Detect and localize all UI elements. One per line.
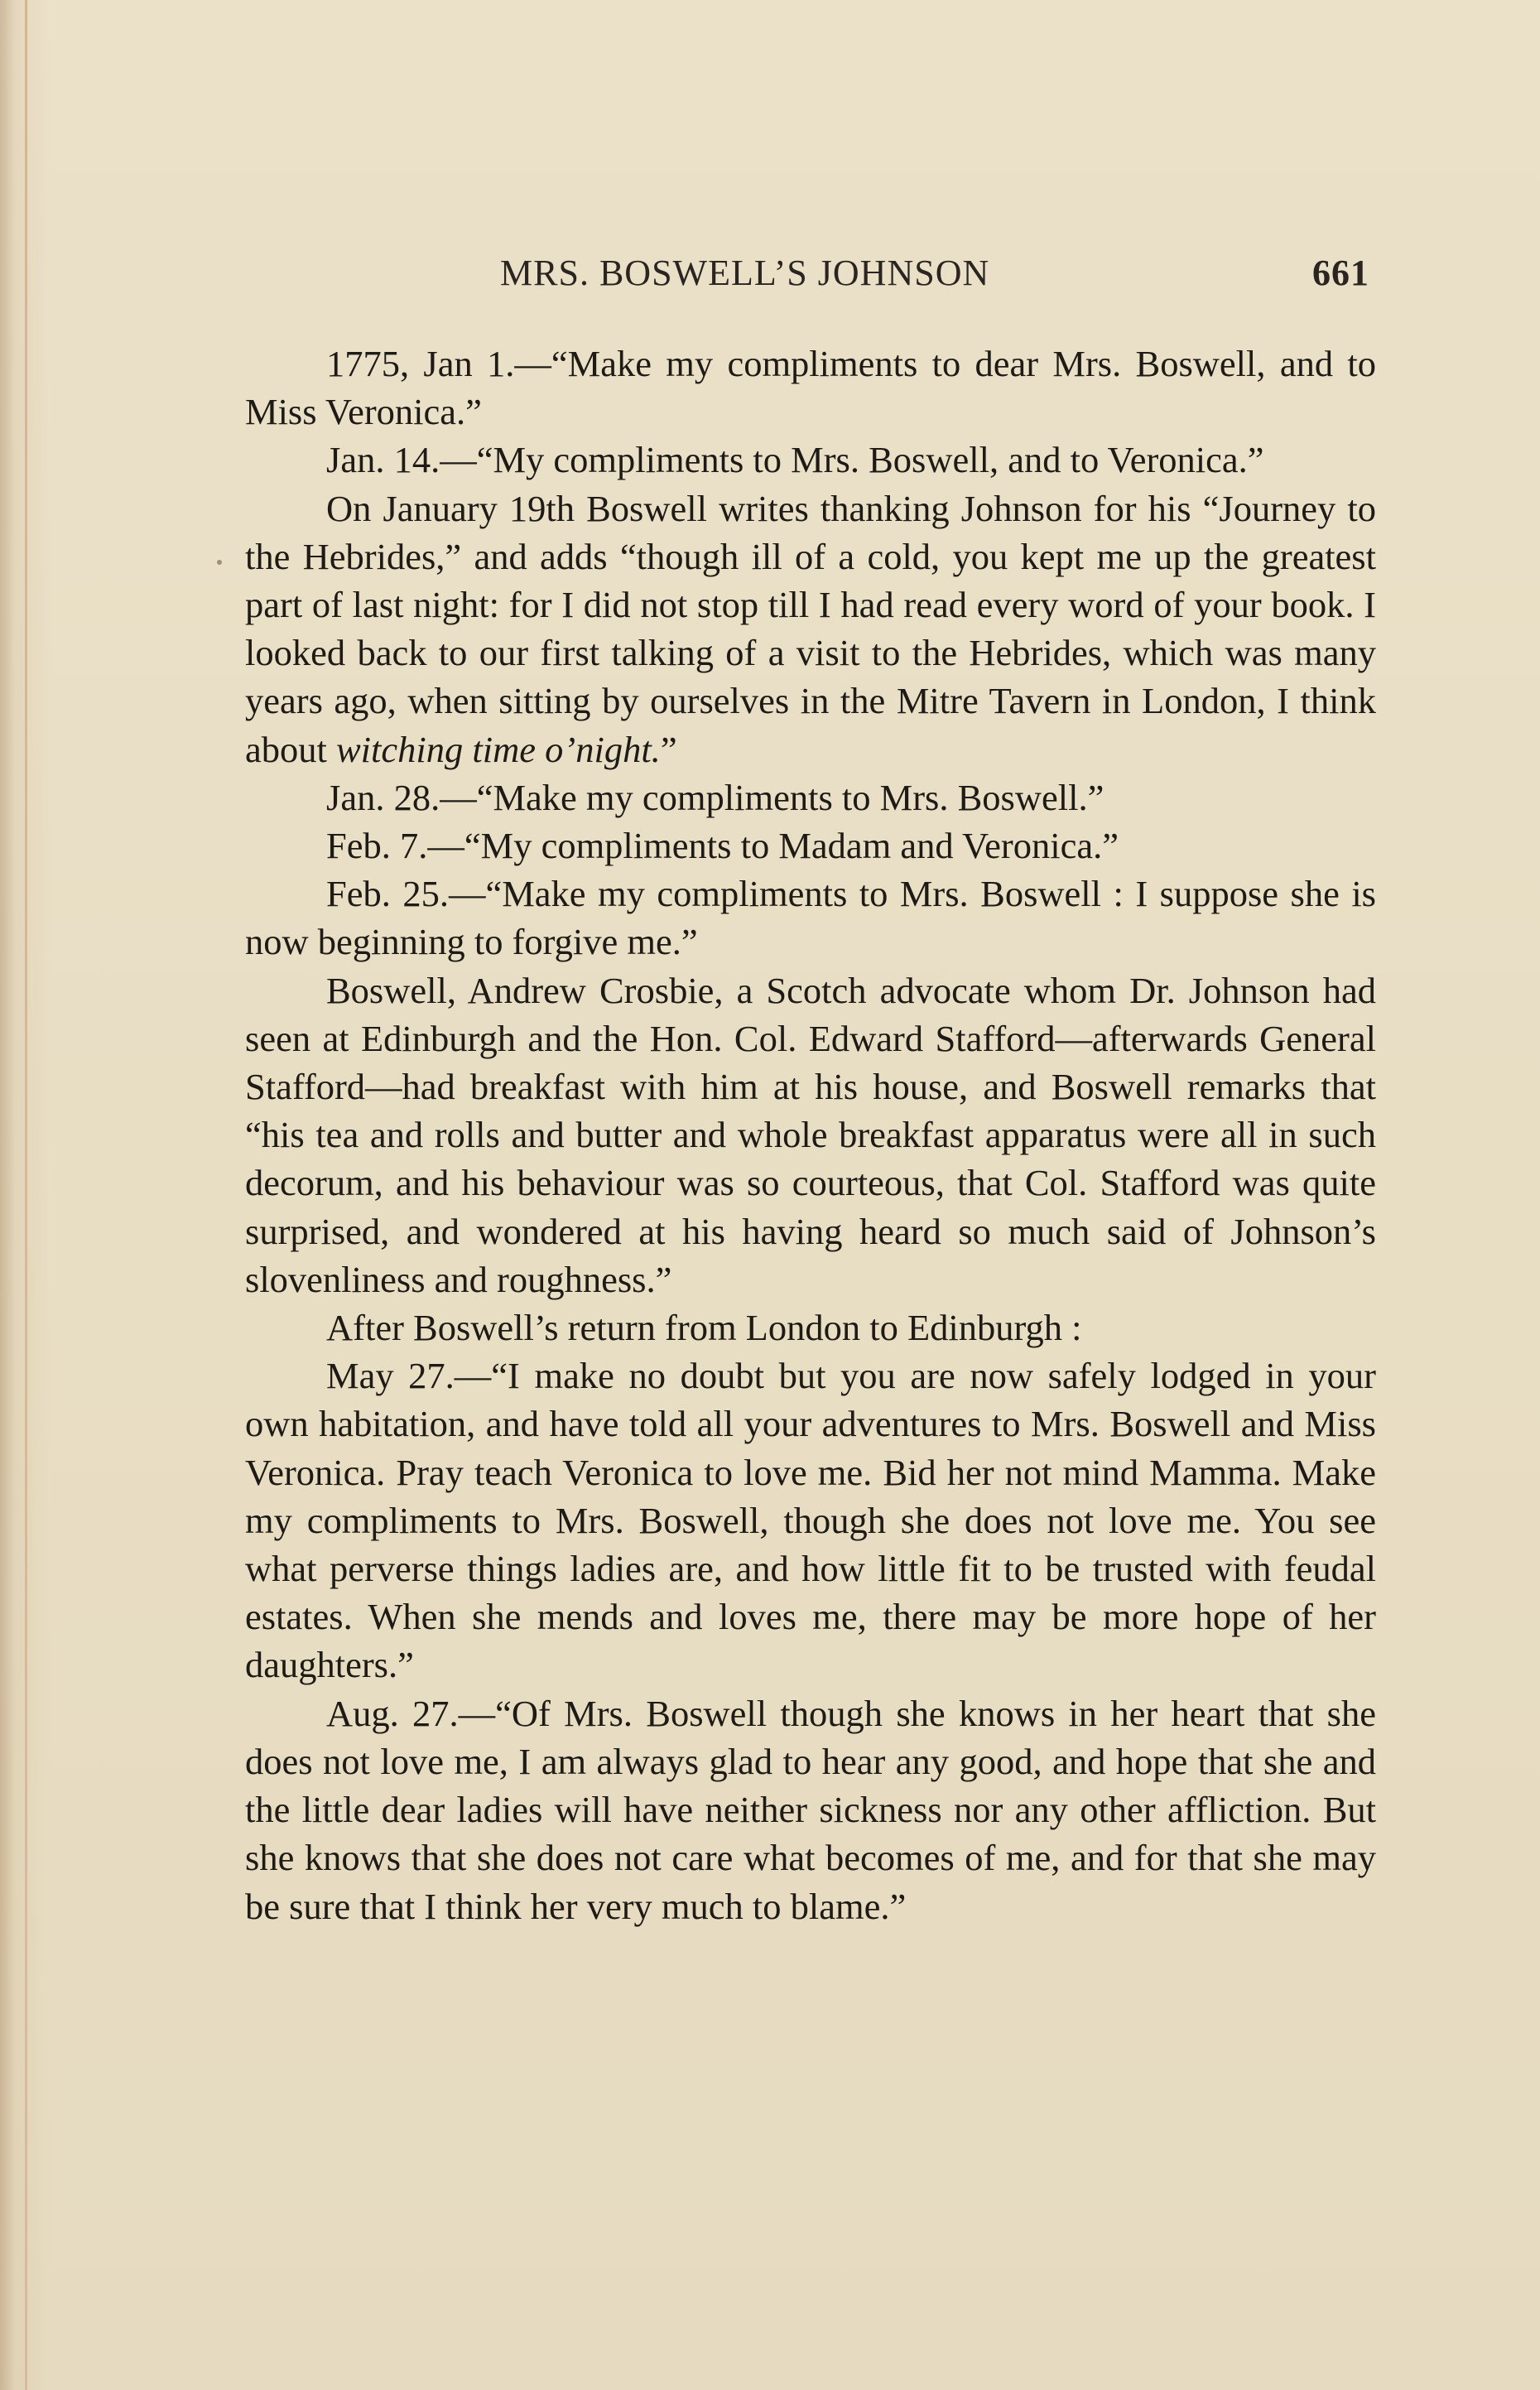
ink-speck — [217, 560, 222, 565]
running-title: MRS. BOSWELL’S JOHNSON — [500, 253, 990, 293]
body-text — [245, 340, 1376, 1930]
paragraph-jan-1: 1775, Jan 1.—“Make my compliments to dear Mrs. Boswell, and to Miss Veronica.” — [245, 343, 1376, 433]
paragraph-feb-25: Feb. 25.—“Make my compliments to Mrs. Boswell : I suppose she is now beginning to forgive me.” — [245, 873, 1376, 963]
paragraph-jan-19 — [245, 484, 1376, 773]
page-gutter — [25, 0, 27, 2390]
paragraph-feb-7: Feb. 7.—“My compliments to Madam and Veronica.” — [326, 825, 1119, 867]
closing-quote: ” — [660, 728, 677, 770]
paragraph-jan-28: Jan. 28.—“Make my compliments to Mrs. Boswell.” — [326, 776, 1104, 818]
paragraph-jan-14: Jan. 14.—“My compliments to Mrs. Boswell, and to Veronica.” — [326, 439, 1264, 481]
paragraph-may-27: May 27.—“I make no doubt but you are now safely lodged in your own habitation, and have told all your adventures to Mrs. Boswell and Miss Veronica. Pray teach Veronica to love me. Bid her not mind Mamma. Make my compliments to Mrs. Boswell, though she does not love me. You see what perverse things ladies are, and how little fit to be trusted with feudal estates. When she mends and loves me, there may be more hope of her daughters.” — [245, 1355, 1376, 1686]
italic-phrase: witching time o’night. — [336, 728, 661, 770]
paragraph-jan-19-text: On January 19th Boswell writes thanking Johnson for his “Journey to the Hebrides,” and adds “though ill of a cold, you kept me up the greatest part of last night: for I did not stop till I had read every word of your book. I looked back to our first talking of a visit to the Hebrides, which was many years ago, when sitting by ourselves in the Mitre Tavern in London, I think about — [245, 487, 1376, 770]
paragraph-return: After Boswell’s return from London to Edinburgh : — [326, 1307, 1082, 1349]
page-number: 661 — [1312, 253, 1369, 293]
running-head — [245, 252, 1376, 301]
paragraph-breakfast: Boswell, Andrew Crosbie, a Scotch advocate whom Dr. Johnson had seen at Edinburgh and the Hon. Col. Edward Stafford—afterwards General Stafford—had breakfast with him at his house, and Boswell remarks that “his tea and rolls and butter and whole breakfast apparatus were all in such decorum, and his behaviour was so courteous, that Col. Stafford was quite surprised, and wondered at his having heard so much said of Johnson’s slovenliness and roughness.” — [245, 969, 1376, 1300]
paragraph-aug-27: Aug. 27.—“Of Mrs. Boswell though she knows in her heart that she does not love me, I am always glad to hear any good, and hope that she and the little dear ladies will have neither sickness nor any other affliction. But she knows that she does not care what becomes of me, and for that she may be sure that I think her very much to blame.” — [245, 1692, 1376, 1927]
